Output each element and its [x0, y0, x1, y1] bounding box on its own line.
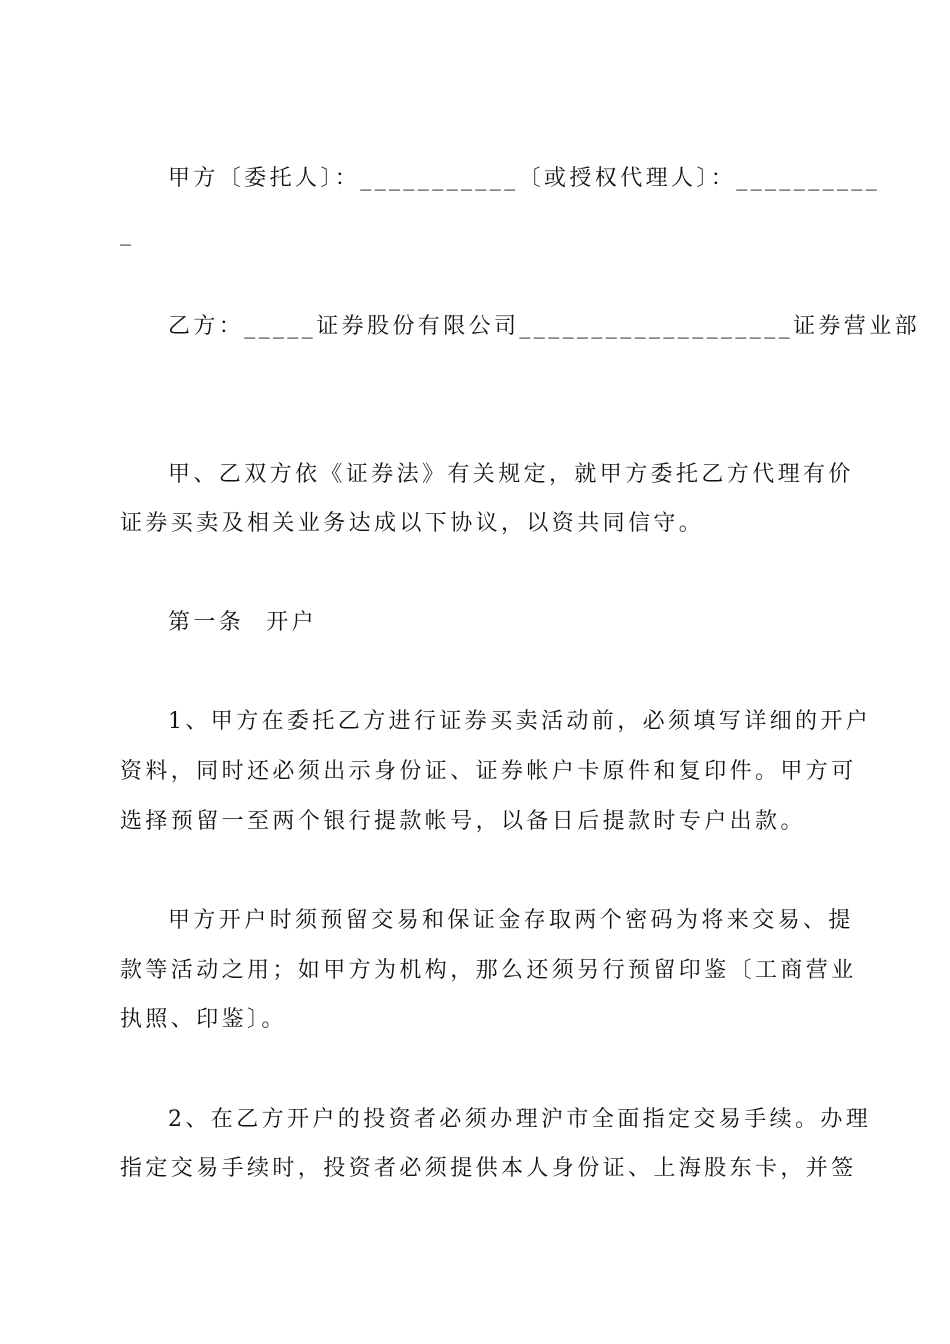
party-a-line-overflow: _ — [120, 221, 135, 246]
clause-1-extra-line-1: 甲方开户时须预留交易和保证金存取两个密码为将来交易、提 — [168, 908, 854, 933]
clause-1-line-3: 选择预留一至两个银行提款帐号，以备日后提款时专户出款。 — [120, 809, 806, 834]
clause-1-line-2: 资料，同时还必须出示身份证、证券帐户卡原件和复印件。甲方可 — [120, 759, 857, 784]
clause-2-line-1: 2、在乙方开户的投资者必须办理沪市全面指定交易手续。办理 — [168, 1107, 872, 1132]
clause-1-extra-line-2: 款等活动之用；如甲方为机构，那么还须另行预留印鉴〔工商营业 — [120, 958, 857, 983]
preamble-line-2: 证券买卖及相关业务达成以下协议，以资共同信守。 — [120, 511, 705, 536]
preamble-line-1: 甲、乙双方依《证券法》有关规定，就甲方委托乙方代理有价 — [168, 462, 854, 487]
party-b-line: 乙方：_____证券股份有限公司___________________证券营业部 — [168, 314, 921, 339]
article-1-title: 开户 — [266, 610, 318, 635]
party-a-line: 甲方〔委托人〕：___________〔或授权代理人〕：__________ — [168, 166, 881, 191]
clause-2-line-2: 指定交易手续时，投资者必须提供本人身份证、上海股东卡，并签 — [120, 1156, 857, 1181]
clause-1-extra-line-3: 执照、印鉴〕。 — [120, 1007, 287, 1032]
article-1-heading — [168, 607, 832, 639]
article-1-number: 第一条 — [168, 610, 245, 635]
clause-1-line-1: 1、甲方在委托乙方进行证券买卖活动前，必须填写详细的开户 — [168, 709, 872, 734]
